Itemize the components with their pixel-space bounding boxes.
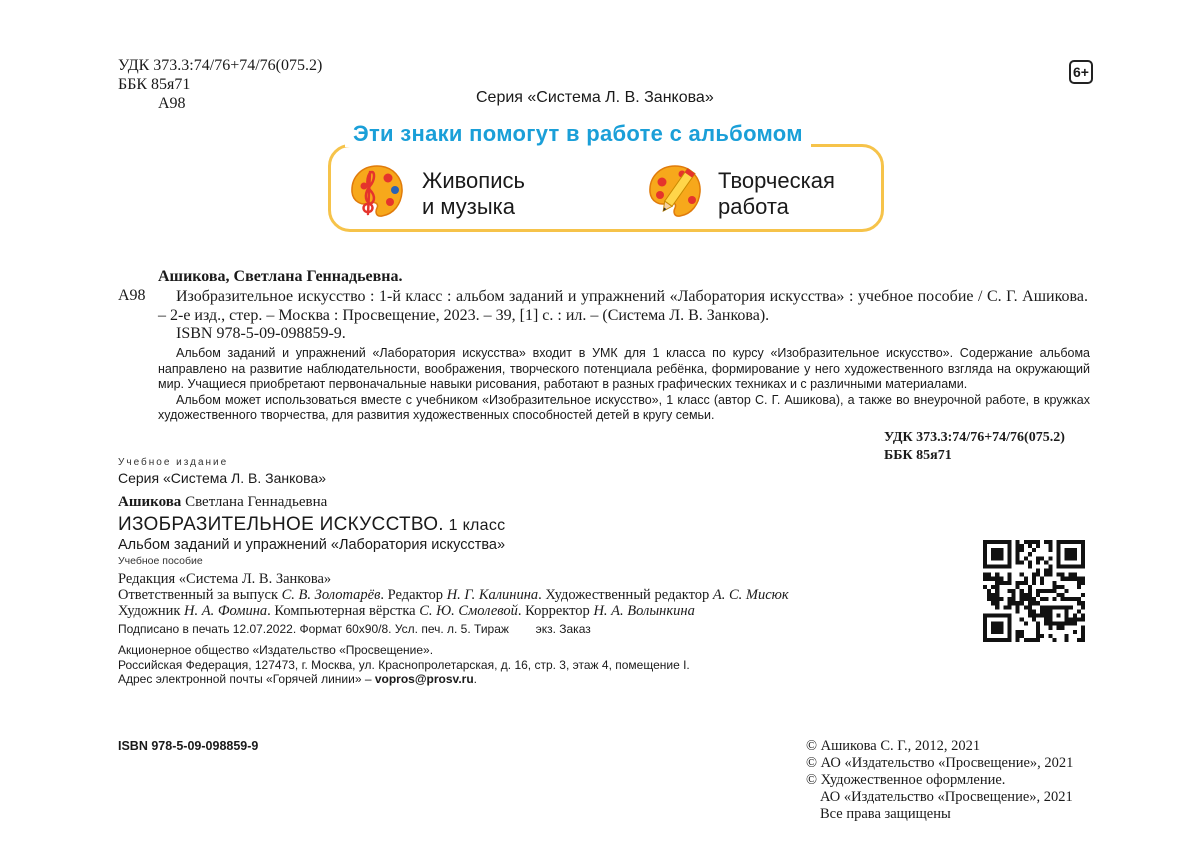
email-label: Адрес электронной почты «Горячей линии» –	[118, 672, 375, 686]
legend-item-creative-line2: работа	[718, 194, 789, 219]
qr-code[interactable]	[983, 540, 1085, 642]
bib-udk-bbk	[884, 429, 1065, 465]
imprint-grade: 1 класс	[443, 517, 506, 534]
edition-label: Учебное издание	[118, 457, 229, 468]
resp-name: С. В. Золотарёв	[281, 587, 381, 603]
publisher-address: Российская Федерация, 127473, г. Москва, ул. Краснопролетарская, д. 16, стр. 3, этаж 4, помещение I.	[118, 657, 690, 672]
udk-code: УДК 373.3:74/76+74/76(075.2)	[118, 57, 323, 74]
resp-label: Ответственный за выпуск	[118, 587, 282, 603]
palette-treble-clef-icon	[348, 162, 406, 220]
palette-pencil-icon	[646, 162, 704, 220]
layout-label: . Компьютерная вёрстка	[267, 603, 420, 619]
imprint-editorial: Редакция «Система Л. В. Занкова»	[118, 571, 332, 587]
publisher-info	[118, 643, 690, 687]
imprint-author-surname: Ашикова	[118, 494, 182, 510]
copyright-line-1: © Ашикова С. Г., 2012, 2021	[806, 738, 981, 754]
age-rating-badge: 6+	[1069, 60, 1093, 84]
corrector-label: . Корректор	[517, 603, 594, 619]
bib-code: А98	[118, 287, 146, 304]
bib-udk: УДК 373.3:74/76+74/76(075.2)	[884, 430, 1065, 445]
legend-item-painting-line2: и музыка	[422, 194, 516, 219]
artist-label: Художник	[118, 603, 185, 619]
annotation-paragraph-2: Альбом может использоваться вместе с учебником «Изобразительное искусство», 1 класс (автор С. Г. Ашикова), а также во внеурочной работе, в кружках художественного творчества, для развития художественных способностей детей в кругу семьи.	[158, 392, 1090, 422]
imprint-title	[118, 514, 505, 536]
series-title: Серия «Система Л. В. Занкова»	[476, 89, 714, 106]
layout-name: С. Ю. Смолевой	[419, 603, 518, 619]
copyright-line-3: © Художественное оформление.	[806, 772, 1006, 788]
imprint-credits-line-2	[118, 603, 789, 619]
copyright-line-5: Все права защищены	[820, 806, 951, 822]
editor-name: Н. Г. Калинина	[446, 587, 539, 603]
imprint-isbn: ISBN 978-5-09-098859-9	[118, 739, 259, 753]
imprint-title-main: ИЗОБРАЗИТЕЛЬНОЕ ИСКУССТВО.	[118, 514, 444, 535]
copyright-line-2: © АО «Издательство «Просвещение», 2021	[806, 755, 1074, 771]
bib-description: Изобразительное искусство : 1-й класс : альбом заданий и упражнений «Лаборатория искусства» : учебное пособие / С. Г. Ашикова. – 2-е изд., стер. – Москва : Просвещение, 2023. – 39, [1] с. : ил. – (Система Л. В. Занкова).	[158, 288, 1088, 324]
email-end: .	[473, 672, 478, 686]
annotation-paragraph-1: Альбом заданий и упражнений «Лаборатория искусства» входит в УМК для 1 класса по курсу «Изобразительное искусство». Содержание альбома направлено на развитие наблюдательности, воображения, творческого потенциала ребёнка, формирование у него художественного взгляда на окружающий мир. Учащиеся приобретают первоначальные навыки рисования, работают в разных графических техниках и с различными материалами.	[158, 346, 1090, 391]
copyright-block	[806, 738, 1073, 823]
imprint-author-names: Светлана Геннадьевна	[181, 494, 328, 510]
header-udk-bbk	[118, 56, 322, 113]
bib-bbk: ББК 85я71	[884, 448, 952, 463]
imprint-series: Серия «Система Л. В. Занкова»	[118, 470, 327, 486]
annotation	[158, 346, 1090, 424]
editor-label: . Редактор	[380, 587, 447, 603]
bib-isbn: ISBN 978-5-09-098859-9.	[176, 325, 346, 342]
publisher-name: Акционерное общество «Издательство «Просвещение».	[118, 643, 434, 657]
email-link[interactable]: vopros@prosv.ru	[374, 672, 474, 686]
bib-author: Ашикова, Светлана Геннадьевна.	[158, 268, 403, 285]
legend-item-creative-line1: Творческая	[718, 168, 835, 193]
imprint-author	[118, 494, 327, 511]
artist-name: Н. А. Фомина	[184, 603, 268, 619]
bbk-code: ББК 85я71	[118, 76, 191, 93]
legend-item-painting-line1: Живопись	[422, 168, 525, 193]
legend-title: Эти знаки помогут в работе с альбомом	[345, 121, 811, 147]
imprint-credits	[118, 571, 789, 619]
art-editor-name: А. С. Мисюк	[712, 587, 789, 603]
legend-item-painting-music	[422, 168, 525, 220]
imprint-credits-line-1	[118, 587, 789, 603]
corrector-name: Н. А. Волынкина	[593, 603, 695, 619]
publisher-email-line	[118, 672, 690, 687]
legend-item-creative-work	[718, 168, 835, 220]
author-code: А98	[158, 95, 186, 112]
art-editor-label: . Художественный редактор	[538, 587, 713, 603]
imprint-type: Учебное пособие	[118, 555, 203, 567]
copyright-line-4: АО «Издательство «Просвещение», 2021	[820, 789, 1073, 805]
imprint-subtitle: Альбом заданий и упражнений «Лаборатория искусства»	[118, 537, 506, 553]
print-signed: Подписано в печать 12.07.2022. Формат 60x90/8. Усл. печ. л. 5. Тираж экз. Заказ	[118, 622, 591, 636]
